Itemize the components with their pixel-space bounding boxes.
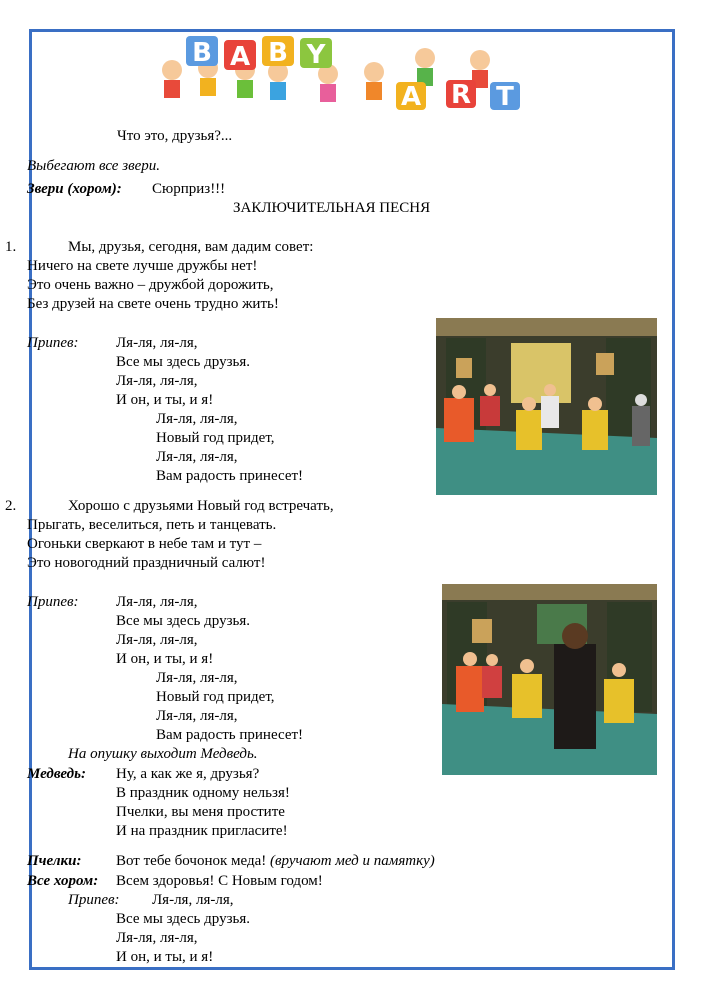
bear-line: Пчелки, вы меня простите (116, 804, 285, 820)
bear-line: И на праздник пригласите! (116, 823, 288, 839)
intro-line: Что это, друзья?... (117, 128, 233, 144)
verse-line: Это очень важно – дружбой дорожить, (27, 277, 274, 293)
chorus-line: Ля-ля, ля-ля, (156, 708, 238, 724)
chorus-line: Все мы здесь друзья. (116, 911, 250, 927)
bees-line (116, 852, 435, 871)
chorus-label: Припев: (27, 594, 79, 610)
verse-number: 1. (5, 239, 17, 255)
logo-letter: B (268, 38, 288, 68)
chorus-line: Новый год придет, (156, 689, 275, 705)
chorus-line: Ля-ля, ля-ля, (156, 449, 238, 465)
chorus-line: Ля-ля, ля-ля, (116, 373, 198, 389)
verse-line: Без друзей на свете очень трудно жить! (27, 296, 279, 312)
chorus-line: Ля-ля, ля-ля, (156, 670, 238, 686)
zveri-line: Сюрприз!!! (152, 181, 226, 197)
verse-line: Огоньки сверкают в небе там и тут – (27, 536, 262, 552)
chorus-line: Вам радость принесет! (156, 727, 304, 743)
verse-line: Ничего на свете лучше дружбы нет! (27, 258, 258, 274)
chorus-line: Ля-ля, ля-ля, (152, 892, 234, 908)
all-line: Всем здоровья! С Новым годом! (116, 873, 323, 889)
stage-direction: Выбегают все звери. (27, 158, 160, 174)
chorus-line: Ля-ля, ля-ля, (116, 594, 198, 610)
logo-letter: A (400, 82, 422, 112)
role-label-all: Все хором: (27, 873, 99, 889)
verse-line: Это новогодний праздничный салют! (27, 555, 266, 571)
bees-text: Вот тебе бочонок меда! (116, 853, 267, 869)
baby-art-logo (150, 32, 530, 112)
chorus-line: Вам радость принесет! (156, 468, 304, 484)
role-label-bees: Пчелки: (27, 853, 82, 869)
performance-photo-2 (442, 584, 657, 775)
role-label-zveri: Звери (хором): (27, 181, 122, 197)
chorus-line: И он, и ты, и я! (116, 392, 214, 408)
logo-letter: B (192, 38, 212, 68)
song-title: ЗАКЛЮЧИТЕЛЬНАЯ ПЕСНЯ (233, 200, 431, 216)
verse-line: Хорошо с друзьями Новый год встречать, (68, 498, 334, 514)
verse-number: 2. (5, 498, 17, 514)
chorus-line: Новый год придет, (156, 430, 275, 446)
chorus-line: Все мы здесь друзья. (116, 354, 250, 370)
bear-line: Ну, а как же я, друзья? (116, 766, 260, 782)
logo-letter: R (450, 80, 472, 110)
performance-photo-1 (436, 318, 657, 495)
chorus-label: Припев: (68, 892, 120, 908)
role-label-bear: Медведь: (27, 766, 86, 782)
bear-line: В праздник одному нельзя! (116, 785, 290, 801)
bees-remark: (вручают мед и памятку) (270, 853, 435, 869)
chorus-line: Ля-ля, ля-ля, (116, 335, 198, 351)
logo-letter: A (229, 42, 251, 72)
chorus-line: И он, и ты, и я! (116, 949, 214, 965)
chorus-line: Ля-ля, ля-ля, (116, 930, 198, 946)
chorus-line: Ля-ля, ля-ля, (156, 411, 238, 427)
stage-direction: На опушку выходит Медведь. (68, 746, 258, 762)
chorus-line: Ля-ля, ля-ля, (116, 632, 198, 648)
verse-line: Прыгать, веселиться, петь и танцевать. (27, 517, 277, 533)
chorus-line: Все мы здесь друзья. (116, 613, 250, 629)
verse-line: Мы, друзья, сегодня, вам дадим совет: (68, 239, 314, 255)
chorus-line: И он, и ты, и я! (116, 651, 214, 667)
logo-letter: Y (306, 40, 326, 70)
chorus-label: Припев: (27, 335, 79, 351)
logo-letter: T (496, 82, 514, 112)
